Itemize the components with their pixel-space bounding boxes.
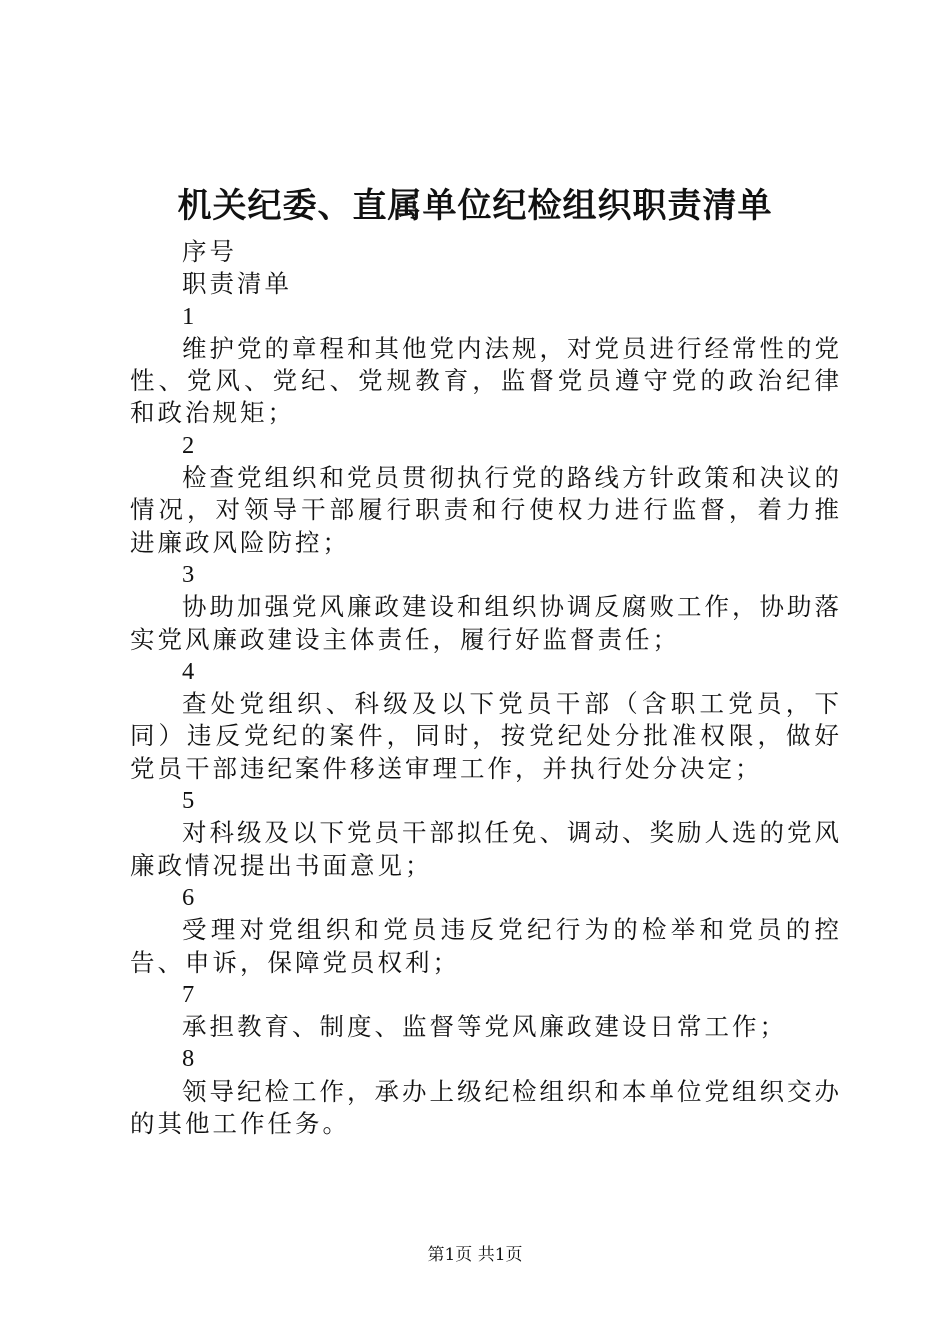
item-text: 受理对党组织和党员违反党纪行为的检举和党员的控告、申诉，保障党员权利； (130, 915, 842, 977)
document-body (130, 236, 842, 1140)
item-number: 4 (182, 657, 198, 685)
item-number: 7 (182, 980, 198, 1008)
item-text: 维护党的章程和其他党内法规，对党员进行经常性的党性、党风、党纪、党规教育，监督党员遵守党的政治纪律和政治规矩； (130, 333, 842, 428)
document-title: 机关纪委、直属单位纪检组织职责清单 (177, 186, 773, 226)
item-number: 5 (182, 787, 198, 815)
item-number: 1 (182, 302, 198, 330)
page-footer: 第1页 共1页 (427, 1245, 523, 1265)
item-text: 协助加强党风廉政建设和组织协调反腐败工作，协助落实党风廉政建设主体责任，履行好监督责任； (130, 592, 842, 654)
item-text: 承担教育、制度、监督等党风廉政建设日常工作； (182, 1012, 787, 1042)
item-number: 8 (182, 1045, 198, 1073)
item-text: 检查党组织和党员贯彻执行党的路线方针政策和决议的情况，对领导干部履行职责和行使权力进行监督，着力推进廉政风险防控； (130, 463, 842, 557)
item-text: 查处党组织、科级及以下党员干部（含职工党员，下同）违反党纪的案件，同时，按党纪处分批准权限，做好党员干部违纪案件移送审理工作，并执行处分决定； (130, 689, 842, 783)
item-number: 3 (182, 560, 198, 588)
column-header-index: 序号 (182, 237, 237, 266)
item-text: 领导纪检工作，承办上级纪检组织和本单位党组织交办的其他工作任务。 (130, 1076, 842, 1139)
item-text: 对科级及以下党员干部拟任免、调动、奖励人选的党风廉政情况提出书面意见； (130, 818, 842, 880)
item-number: 2 (182, 431, 198, 459)
item-number: 6 (182, 883, 198, 911)
column-header-duties: 职责清单 (182, 269, 292, 299)
